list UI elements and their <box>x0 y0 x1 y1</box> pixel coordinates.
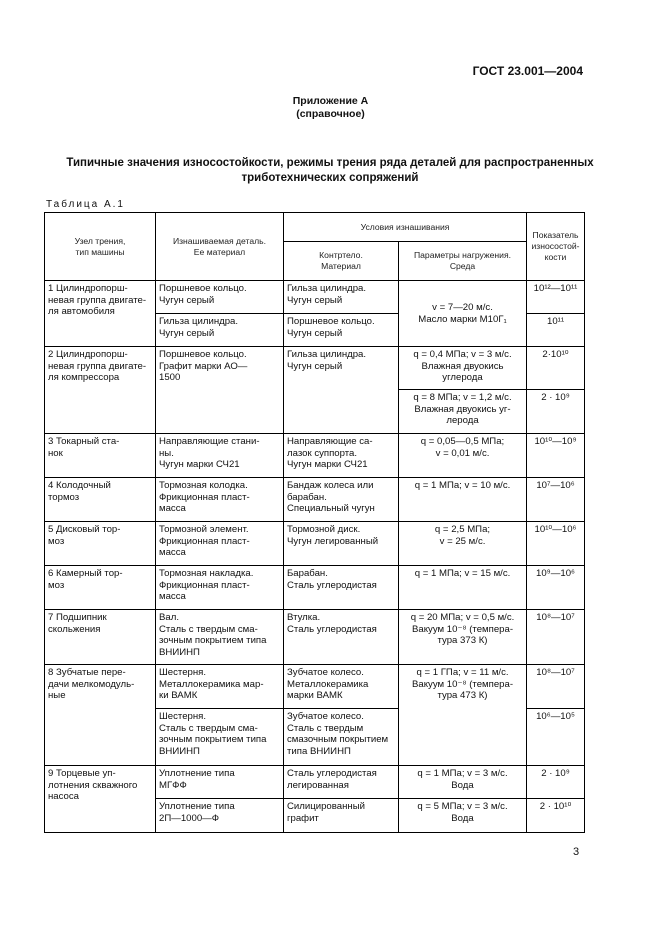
cell-index: 10¹¹ <box>527 314 585 347</box>
cell-counter: Бандаж колеса или барабан. Специальный чугун <box>284 478 399 522</box>
table-row <box>45 566 585 610</box>
cell-part: Вал. Сталь с твердым сма- зочным покрытием типа ВНИИНП <box>156 610 284 665</box>
cell-counter: Барабан. Сталь углеродистая <box>284 566 399 610</box>
table-row <box>45 478 585 522</box>
cell-params: q = 20 МПа; v = 0,5 м/с. Вакуум 10⁻⁸ (темпера- тура 373 К) <box>399 610 527 665</box>
cell-unit: 7 Подшипник скольжения <box>45 610 156 665</box>
cell-counter: Втулка. Сталь углеродистая <box>284 610 399 665</box>
cell-counter: Гильза цилиндра. Чугун серый <box>284 281 399 314</box>
table-row <box>45 347 585 390</box>
cell-counter: Поршневое кольцо. Чугун серый <box>284 314 399 347</box>
header-conditions: Условия изнашивания <box>284 213 527 242</box>
document-title-line: триботехнических сопряжений <box>241 172 419 184</box>
header-unit: Узел трения, тип машины <box>45 213 156 281</box>
cell-params: q = 0,4 МПа; v = 3 м/с. Влажная двуокись углерода <box>399 347 527 390</box>
cell-part: Гильза цилиндра. Чугун серый <box>156 314 284 347</box>
appendix-title: Приложение А <box>292 95 369 107</box>
page-number: 3 <box>573 846 580 858</box>
header-part: Изнашиваемая деталь. Ее материал <box>156 213 284 281</box>
cell-params: q = 1 МПа; v = 15 м/с. <box>399 566 527 610</box>
cell-unit: 4 Колодочный тормоз <box>45 478 156 522</box>
cell-counter: Гильза цилиндра. Чугун серый <box>284 347 399 434</box>
cell-index: 10⁹—10⁶ <box>527 566 585 610</box>
cell-index: 2 · 10¹⁰ <box>527 799 585 833</box>
cell-params: v = 7—20 м/с. Масло марки М10Г₁ <box>399 281 527 347</box>
table-row <box>45 766 585 799</box>
cell-part: Тормозная накладка. Фрикционная пласт- масса <box>156 566 284 610</box>
cell-unit: 2 Цилиндропорш- невая группа двигате- ля компрессора <box>45 347 156 434</box>
cell-counter: Зубчатое колесо. Металлокерамика марки ВАМК <box>284 665 399 709</box>
table-row <box>45 665 585 709</box>
cell-part: Шестерня. Сталь с твердым сма- зочным покрытием типа ВНИИНП <box>156 709 284 766</box>
cell-counter: Зубчатое колесо. Сталь с твердым смазочным покрытием типа ВНИИНП <box>284 709 399 766</box>
cell-part: Поршневое кольцо. Чугун серый <box>156 281 284 314</box>
cell-part: Уплотнение типа МГФФ <box>156 766 284 799</box>
table-header-row <box>45 213 585 242</box>
table-row <box>45 281 585 314</box>
header-index: Показатель износостой- кости <box>527 213 585 281</box>
table-row <box>45 610 585 665</box>
cell-index: 2 · 10⁹ <box>527 766 585 799</box>
cell-part: Тормозная колодка. Фрикционная пласт- масса <box>156 478 284 522</box>
header-counter: Контртело. Материал <box>284 242 399 281</box>
cell-part: Тормозной элемент. Фрикционная пласт- масса <box>156 522 284 566</box>
cell-part: Направляющие стани- ны. Чугун марки СЧ21 <box>156 434 284 478</box>
cell-params: q = 0,05—0,5 МПа; v = 0,01 м/с. <box>399 434 527 478</box>
appendix-heading <box>0 95 661 121</box>
document-title-line: Типичные значения износостойкости, режимы трения ряда деталей для распространенных <box>66 157 594 169</box>
cell-unit: 3 Токарный ста- нок <box>45 434 156 478</box>
cell-params: q = 1 ГПа; v = 11 м/с. Вакуум 10⁻⁸ (темпера- тура 473 К) <box>399 665 527 766</box>
cell-params: q = 8 МПа; v = 1,2 м/с. Влажная двуокись уг- лерода <box>399 390 527 434</box>
cell-index: 10¹⁰—10⁹ <box>527 434 585 478</box>
cell-unit: 5 Дисковый тор- моз <box>45 522 156 566</box>
table-row <box>45 522 585 566</box>
cell-index: 2 · 10⁹ <box>527 390 585 434</box>
cell-index: 10¹²—10¹¹ <box>527 281 585 314</box>
cell-counter: Тормозной диск. Чугун легированный <box>284 522 399 566</box>
cell-index: 10⁸—10⁷ <box>527 610 585 665</box>
wear-resistance-table <box>44 212 585 833</box>
cell-index: 10⁶—10⁵ <box>527 709 585 766</box>
cell-index: 10¹⁰—10⁶ <box>527 522 585 566</box>
cell-index: 2·10¹⁰ <box>527 347 585 390</box>
standard-number: ГОСТ 23.001—2004 <box>472 64 583 78</box>
cell-part: Уплотнение типа 2П—1000—Ф <box>156 799 284 833</box>
cell-unit: 1 Цилиндропорш- невая группа двигате- ля автомобиля <box>45 281 156 347</box>
appendix-note: (справочное) <box>296 108 365 120</box>
document-title <box>40 156 620 186</box>
cell-params: q = 1 МПа; v = 10 м/с. <box>399 478 527 522</box>
cell-counter: Сталь углеродистая легированная <box>284 766 399 799</box>
cell-params: q = 2,5 МПа; v = 25 м/с. <box>399 522 527 566</box>
cell-params: q = 1 МПа; v = 3 м/с. Вода <box>399 766 527 799</box>
cell-unit: 9 Торцевые уп- лотнения скважного насоса <box>45 766 156 833</box>
table-row <box>45 434 585 478</box>
cell-unit: 6 Камерный тор- моз <box>45 566 156 610</box>
table-label: Таблица А.1 <box>46 199 125 210</box>
cell-part: Поршневое кольцо. Графит марки АО— 1500 <box>156 347 284 434</box>
cell-params: q = 5 МПа; v = 3 м/с. Вода <box>399 799 527 833</box>
cell-index: 10⁸—10⁷ <box>527 665 585 709</box>
header-params: Параметры нагружения. Среда <box>399 242 527 281</box>
cell-counter: Силицированный графит <box>284 799 399 833</box>
cell-index: 10⁷—10⁶ <box>527 478 585 522</box>
cell-unit: 8 Зубчатые пере- дачи мелкомодуль- ные <box>45 665 156 766</box>
cell-part: Шестерня. Металлокерамика мар- ки ВАМК <box>156 665 284 709</box>
cell-counter: Направляющие са- лазок суппорта. Чугун марки СЧ21 <box>284 434 399 478</box>
